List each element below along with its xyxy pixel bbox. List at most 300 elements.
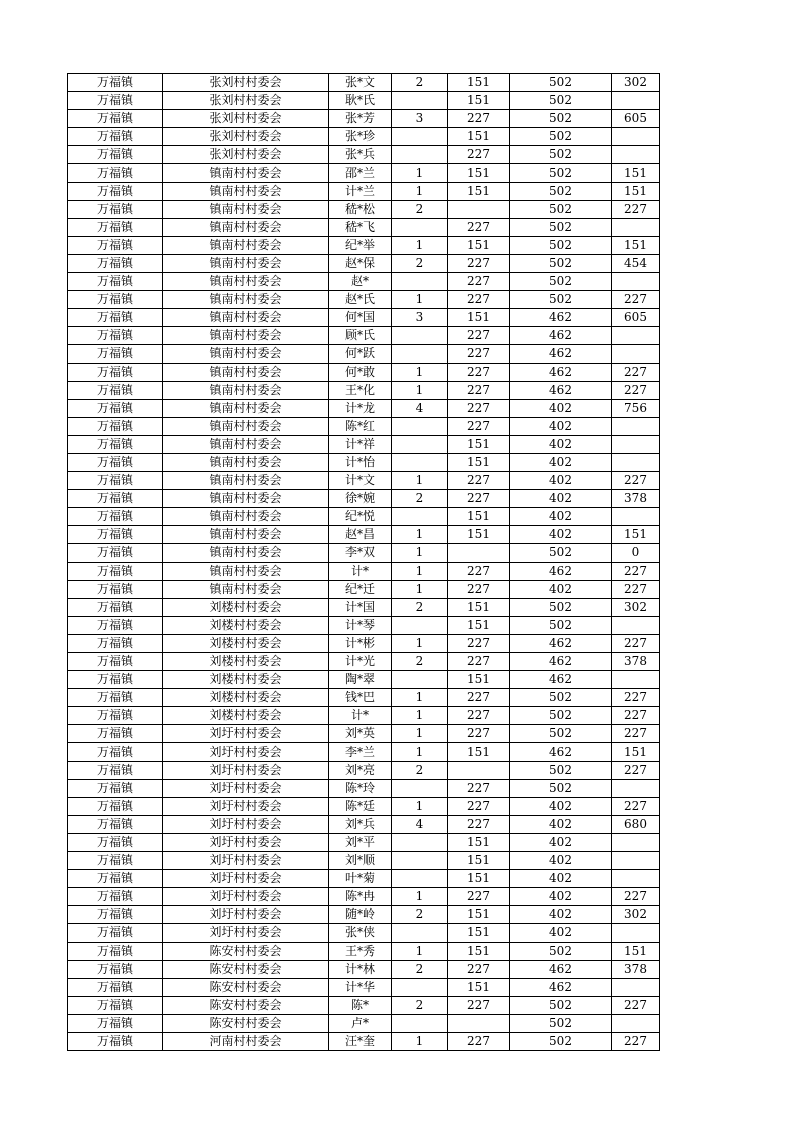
count-cell: 1 — [392, 580, 448, 598]
village-committee-cell: 陈安村村委会 — [163, 942, 329, 960]
table-row — [68, 960, 660, 978]
amount-b-cell: 462 — [510, 634, 612, 652]
town-cell: 万福镇 — [68, 924, 163, 942]
count-cell — [392, 616, 448, 634]
name-cell: 陈*玲 — [329, 779, 392, 797]
count-cell — [392, 273, 448, 291]
name-cell: 计* — [329, 562, 392, 580]
amount-a-cell: 151 — [448, 942, 510, 960]
amount-a-cell — [448, 200, 510, 218]
amount-b-cell: 402 — [510, 580, 612, 598]
town-cell: 万福镇 — [68, 906, 163, 924]
table-row — [68, 254, 660, 272]
table-row — [68, 363, 660, 381]
name-cell: 刘*英 — [329, 725, 392, 743]
village-committee-cell: 镇南村村委会 — [163, 254, 329, 272]
table-row — [68, 1014, 660, 1032]
amount-b-cell: 502 — [510, 291, 612, 309]
village-committee-cell: 镇南村村委会 — [163, 200, 329, 218]
amount-b-cell: 402 — [510, 852, 612, 870]
town-cell: 万福镇 — [68, 671, 163, 689]
total-cell — [612, 779, 660, 797]
town-cell: 万福镇 — [68, 978, 163, 996]
amount-b-cell: 402 — [510, 435, 612, 453]
total-cell — [612, 128, 660, 146]
total-cell — [612, 833, 660, 851]
total-cell: 302 — [612, 906, 660, 924]
amount-a-cell: 227 — [448, 291, 510, 309]
village-committee-cell: 刘圩村村委会 — [163, 761, 329, 779]
count-cell: 3 — [392, 110, 448, 128]
town-cell: 万福镇 — [68, 761, 163, 779]
amount-b-cell: 402 — [510, 508, 612, 526]
amount-b-cell: 402 — [510, 833, 612, 851]
amount-b-cell: 402 — [510, 472, 612, 490]
count-cell — [392, 417, 448, 435]
amount-b-cell: 502 — [510, 942, 612, 960]
amount-b-cell: 402 — [510, 453, 612, 471]
total-cell: 227 — [612, 381, 660, 399]
name-cell: 张*芳 — [329, 110, 392, 128]
town-cell: 万福镇 — [68, 634, 163, 652]
total-cell: 151 — [612, 743, 660, 761]
village-committee-cell: 镇南村村委会 — [163, 309, 329, 327]
table-row — [68, 779, 660, 797]
town-cell: 万福镇 — [68, 743, 163, 761]
amount-b-cell: 502 — [510, 779, 612, 797]
town-cell: 万福镇 — [68, 689, 163, 707]
count-cell: 1 — [392, 689, 448, 707]
total-cell — [612, 218, 660, 236]
town-cell: 万福镇 — [68, 852, 163, 870]
town-cell: 万福镇 — [68, 707, 163, 725]
town-cell: 万福镇 — [68, 254, 163, 272]
total-cell — [612, 924, 660, 942]
amount-b-cell: 502 — [510, 273, 612, 291]
amount-a-cell: 151 — [448, 852, 510, 870]
name-cell: 刘*亮 — [329, 761, 392, 779]
village-committee-cell: 镇南村村委会 — [163, 472, 329, 490]
table-row — [68, 472, 660, 490]
amount-a-cell: 151 — [448, 435, 510, 453]
total-cell: 227 — [612, 996, 660, 1014]
table-row — [68, 490, 660, 508]
count-cell: 2 — [392, 254, 448, 272]
count-cell: 4 — [392, 815, 448, 833]
total-cell: 378 — [612, 490, 660, 508]
name-cell: 计*华 — [329, 978, 392, 996]
count-cell: 2 — [392, 653, 448, 671]
name-cell: 张*珍 — [329, 128, 392, 146]
table-row — [68, 833, 660, 851]
name-cell: 王*化 — [329, 381, 392, 399]
amount-a-cell: 227 — [448, 490, 510, 508]
table-row — [68, 743, 660, 761]
name-cell: 计* — [329, 707, 392, 725]
table-row — [68, 906, 660, 924]
amount-a-cell: 227 — [448, 146, 510, 164]
amount-b-cell: 402 — [510, 815, 612, 833]
amount-a-cell: 151 — [448, 598, 510, 616]
village-committee-cell: 刘圩村村委会 — [163, 852, 329, 870]
town-cell: 万福镇 — [68, 562, 163, 580]
name-cell: 张*文 — [329, 74, 392, 92]
name-cell: 赵*昌 — [329, 526, 392, 544]
town-cell: 万福镇 — [68, 453, 163, 471]
count-cell: 1 — [392, 381, 448, 399]
total-cell — [612, 978, 660, 996]
total-cell: 227 — [612, 888, 660, 906]
amount-a-cell: 151 — [448, 833, 510, 851]
town-cell: 万福镇 — [68, 381, 163, 399]
table-row — [68, 435, 660, 453]
table-row — [68, 671, 660, 689]
amount-a-cell: 227 — [448, 707, 510, 725]
name-cell: 李*兰 — [329, 743, 392, 761]
amount-a-cell: 227 — [448, 472, 510, 490]
amount-a-cell: 151 — [448, 453, 510, 471]
town-cell: 万福镇 — [68, 870, 163, 888]
amount-b-cell: 502 — [510, 218, 612, 236]
amount-a-cell: 151 — [448, 164, 510, 182]
village-committee-cell: 张刘村村委会 — [163, 110, 329, 128]
count-cell: 1 — [392, 291, 448, 309]
amount-a-cell: 227 — [448, 254, 510, 272]
amount-b-cell: 502 — [510, 544, 612, 562]
table-row — [68, 707, 660, 725]
name-cell: 赵* — [329, 273, 392, 291]
amount-b-cell: 502 — [510, 110, 612, 128]
count-cell: 2 — [392, 74, 448, 92]
town-cell: 万福镇 — [68, 345, 163, 363]
name-cell: 计*文 — [329, 472, 392, 490]
count-cell: 2 — [392, 996, 448, 1014]
village-committee-cell: 刘楼村村委会 — [163, 598, 329, 616]
amount-b-cell: 502 — [510, 254, 612, 272]
village-committee-cell: 刘圩村村委会 — [163, 743, 329, 761]
amount-a-cell: 151 — [448, 236, 510, 254]
village-committee-cell: 镇南村村委会 — [163, 508, 329, 526]
village-committee-cell: 张刘村村委会 — [163, 128, 329, 146]
village-committee-cell: 陈安村村委会 — [163, 1014, 329, 1032]
name-cell: 计*国 — [329, 598, 392, 616]
amount-b-cell: 502 — [510, 182, 612, 200]
table-row — [68, 399, 660, 417]
table-row — [68, 327, 660, 345]
table-row — [68, 924, 660, 942]
count-cell — [392, 833, 448, 851]
amount-b-cell: 462 — [510, 960, 612, 978]
town-cell: 万福镇 — [68, 92, 163, 110]
count-cell: 1 — [392, 472, 448, 490]
amount-b-cell: 462 — [510, 562, 612, 580]
amount-b-cell: 462 — [510, 327, 612, 345]
village-committee-cell: 镇南村村委会 — [163, 273, 329, 291]
table-row — [68, 996, 660, 1014]
name-cell: 随*岭 — [329, 906, 392, 924]
table-row — [68, 616, 660, 634]
total-cell — [612, 508, 660, 526]
table-row — [68, 797, 660, 815]
amount-b-cell: 402 — [510, 870, 612, 888]
count-cell — [392, 779, 448, 797]
total-cell: 227 — [612, 689, 660, 707]
table-row — [68, 598, 660, 616]
table-row — [68, 273, 660, 291]
amount-a-cell: 151 — [448, 508, 510, 526]
total-cell: 151 — [612, 236, 660, 254]
table-row — [68, 978, 660, 996]
town-cell: 万福镇 — [68, 544, 163, 562]
name-cell: 何*敢 — [329, 363, 392, 381]
amount-a-cell: 227 — [448, 417, 510, 435]
name-cell: 何*跃 — [329, 345, 392, 363]
table-row — [68, 309, 660, 327]
town-cell: 万福镇 — [68, 725, 163, 743]
table-row — [68, 725, 660, 743]
town-cell: 万福镇 — [68, 779, 163, 797]
amount-b-cell: 462 — [510, 671, 612, 689]
total-cell — [612, 852, 660, 870]
amount-a-cell: 227 — [448, 562, 510, 580]
amount-b-cell: 402 — [510, 490, 612, 508]
name-cell: 赵*保 — [329, 254, 392, 272]
total-cell: 302 — [612, 598, 660, 616]
table-row — [68, 526, 660, 544]
table-row — [68, 544, 660, 562]
name-cell: 计*彬 — [329, 634, 392, 652]
amount-a-cell: 151 — [448, 74, 510, 92]
town-cell: 万福镇 — [68, 309, 163, 327]
amount-b-cell: 462 — [510, 309, 612, 327]
total-cell: 227 — [612, 291, 660, 309]
count-cell: 2 — [392, 960, 448, 978]
amount-b-cell: 502 — [510, 92, 612, 110]
amount-b-cell: 502 — [510, 164, 612, 182]
village-committee-cell: 镇南村村委会 — [163, 236, 329, 254]
total-cell: 680 — [612, 815, 660, 833]
amount-a-cell: 151 — [448, 309, 510, 327]
table-row — [68, 942, 660, 960]
village-committee-cell: 镇南村村委会 — [163, 363, 329, 381]
amount-a-cell: 151 — [448, 92, 510, 110]
amount-b-cell: 402 — [510, 924, 612, 942]
table-row — [68, 761, 660, 779]
name-cell: 张*兵 — [329, 146, 392, 164]
name-cell: 钱*巴 — [329, 689, 392, 707]
village-committee-cell: 刘圩村村委会 — [163, 906, 329, 924]
table-row — [68, 580, 660, 598]
amount-b-cell: 402 — [510, 906, 612, 924]
name-cell: 陈*廷 — [329, 797, 392, 815]
amount-a-cell: 151 — [448, 924, 510, 942]
town-cell: 万福镇 — [68, 1032, 163, 1050]
total-cell — [612, 273, 660, 291]
name-cell: 纪*迁 — [329, 580, 392, 598]
town-cell: 万福镇 — [68, 363, 163, 381]
table-row — [68, 508, 660, 526]
town-cell: 万福镇 — [68, 508, 163, 526]
town-cell: 万福镇 — [68, 580, 163, 598]
count-cell — [392, 435, 448, 453]
town-cell: 万福镇 — [68, 146, 163, 164]
total-cell — [612, 417, 660, 435]
table-row — [68, 128, 660, 146]
village-committee-cell: 镇南村村委会 — [163, 345, 329, 363]
count-cell — [392, 327, 448, 345]
name-cell: 计*林 — [329, 960, 392, 978]
table-row — [68, 888, 660, 906]
amount-a-cell: 151 — [448, 526, 510, 544]
amount-b-cell: 402 — [510, 526, 612, 544]
amount-a-cell: 227 — [448, 888, 510, 906]
town-cell: 万福镇 — [68, 490, 163, 508]
village-committee-cell: 陈安村村委会 — [163, 960, 329, 978]
village-committee-cell: 镇南村村委会 — [163, 453, 329, 471]
village-committee-cell: 陈安村村委会 — [163, 978, 329, 996]
table-row — [68, 453, 660, 471]
count-cell: 1 — [392, 707, 448, 725]
amount-a-cell: 227 — [448, 960, 510, 978]
total-cell: 302 — [612, 74, 660, 92]
count-cell: 1 — [392, 236, 448, 254]
name-cell: 计*怡 — [329, 453, 392, 471]
name-cell: 叶*菊 — [329, 870, 392, 888]
amount-b-cell: 462 — [510, 345, 612, 363]
table-row — [68, 164, 660, 182]
total-cell: 605 — [612, 309, 660, 327]
total-cell — [612, 870, 660, 888]
amount-a-cell: 151 — [448, 870, 510, 888]
amount-a-cell — [448, 1014, 510, 1032]
town-cell: 万福镇 — [68, 616, 163, 634]
town-cell: 万福镇 — [68, 327, 163, 345]
count-cell: 1 — [392, 182, 448, 200]
amount-b-cell: 502 — [510, 146, 612, 164]
town-cell: 万福镇 — [68, 273, 163, 291]
amount-b-cell: 462 — [510, 381, 612, 399]
count-cell — [392, 870, 448, 888]
count-cell — [392, 453, 448, 471]
village-committee-cell: 张刘村村委会 — [163, 74, 329, 92]
name-cell: 邵*兰 — [329, 164, 392, 182]
table-row — [68, 218, 660, 236]
total-cell: 227 — [612, 200, 660, 218]
amount-b-cell: 502 — [510, 761, 612, 779]
village-committee-cell: 刘圩村村委会 — [163, 779, 329, 797]
amount-b-cell: 462 — [510, 363, 612, 381]
name-cell: 王*秀 — [329, 942, 392, 960]
town-cell: 万福镇 — [68, 399, 163, 417]
name-cell: 刘*平 — [329, 833, 392, 851]
table-row — [68, 1032, 660, 1050]
table-row — [68, 182, 660, 200]
village-committee-cell: 镇南村村委会 — [163, 544, 329, 562]
town-cell: 万福镇 — [68, 110, 163, 128]
total-cell — [612, 327, 660, 345]
amount-b-cell: 462 — [510, 653, 612, 671]
village-committee-cell: 镇南村村委会 — [163, 182, 329, 200]
town-cell: 万福镇 — [68, 74, 163, 92]
amount-a-cell: 151 — [448, 978, 510, 996]
total-cell: 0 — [612, 544, 660, 562]
village-committee-cell: 陈安村村委会 — [163, 996, 329, 1014]
amount-a-cell: 151 — [448, 182, 510, 200]
village-committee-cell: 镇南村村委会 — [163, 164, 329, 182]
count-cell — [392, 218, 448, 236]
table-row — [68, 200, 660, 218]
count-cell: 1 — [392, 562, 448, 580]
amount-b-cell: 402 — [510, 797, 612, 815]
amount-a-cell: 227 — [448, 779, 510, 797]
town-cell: 万福镇 — [68, 218, 163, 236]
name-cell: 纪*举 — [329, 236, 392, 254]
table-row — [68, 417, 660, 435]
name-cell: 计*祥 — [329, 435, 392, 453]
name-cell: 计*琴 — [329, 616, 392, 634]
name-cell: 徐*婉 — [329, 490, 392, 508]
village-committee-cell: 镇南村村委会 — [163, 327, 329, 345]
amount-a-cell: 227 — [448, 1032, 510, 1050]
amount-b-cell: 502 — [510, 1032, 612, 1050]
name-cell: 纪*悦 — [329, 508, 392, 526]
town-cell: 万福镇 — [68, 653, 163, 671]
amount-a-cell: 227 — [448, 363, 510, 381]
village-committee-cell: 镇南村村委会 — [163, 490, 329, 508]
town-cell: 万福镇 — [68, 815, 163, 833]
village-committee-cell: 镇南村村委会 — [163, 435, 329, 453]
count-cell — [392, 128, 448, 146]
total-cell — [612, 435, 660, 453]
count-cell: 3 — [392, 309, 448, 327]
count-cell — [392, 92, 448, 110]
village-committee-cell: 刘圩村村委会 — [163, 870, 329, 888]
table-row — [68, 345, 660, 363]
amount-a-cell: 151 — [448, 128, 510, 146]
amount-a-cell: 227 — [448, 996, 510, 1014]
total-cell: 227 — [612, 761, 660, 779]
count-cell: 2 — [392, 490, 448, 508]
count-cell: 2 — [392, 200, 448, 218]
town-cell: 万福镇 — [68, 526, 163, 544]
amount-b-cell: 502 — [510, 200, 612, 218]
name-cell: 汪*奎 — [329, 1032, 392, 1050]
amount-a-cell: 227 — [448, 725, 510, 743]
name-cell: 何*国 — [329, 309, 392, 327]
table-row — [68, 870, 660, 888]
amount-b-cell: 502 — [510, 74, 612, 92]
amount-a-cell: 227 — [448, 815, 510, 833]
village-committee-cell: 刘楼村村委会 — [163, 616, 329, 634]
total-cell — [612, 616, 660, 634]
amount-a-cell: 227 — [448, 634, 510, 652]
total-cell: 151 — [612, 182, 660, 200]
total-cell: 151 — [612, 942, 660, 960]
total-cell: 227 — [612, 562, 660, 580]
total-cell: 227 — [612, 1032, 660, 1050]
amount-a-cell: 227 — [448, 580, 510, 598]
village-committee-cell: 刘圩村村委会 — [163, 797, 329, 815]
total-cell — [612, 345, 660, 363]
amount-b-cell: 502 — [510, 996, 612, 1014]
total-cell: 227 — [612, 634, 660, 652]
amount-a-cell: 151 — [448, 616, 510, 634]
amount-b-cell: 502 — [510, 1014, 612, 1032]
amount-b-cell: 502 — [510, 616, 612, 634]
name-cell: 陈*红 — [329, 417, 392, 435]
amount-a-cell: 227 — [448, 327, 510, 345]
total-cell — [612, 1014, 660, 1032]
